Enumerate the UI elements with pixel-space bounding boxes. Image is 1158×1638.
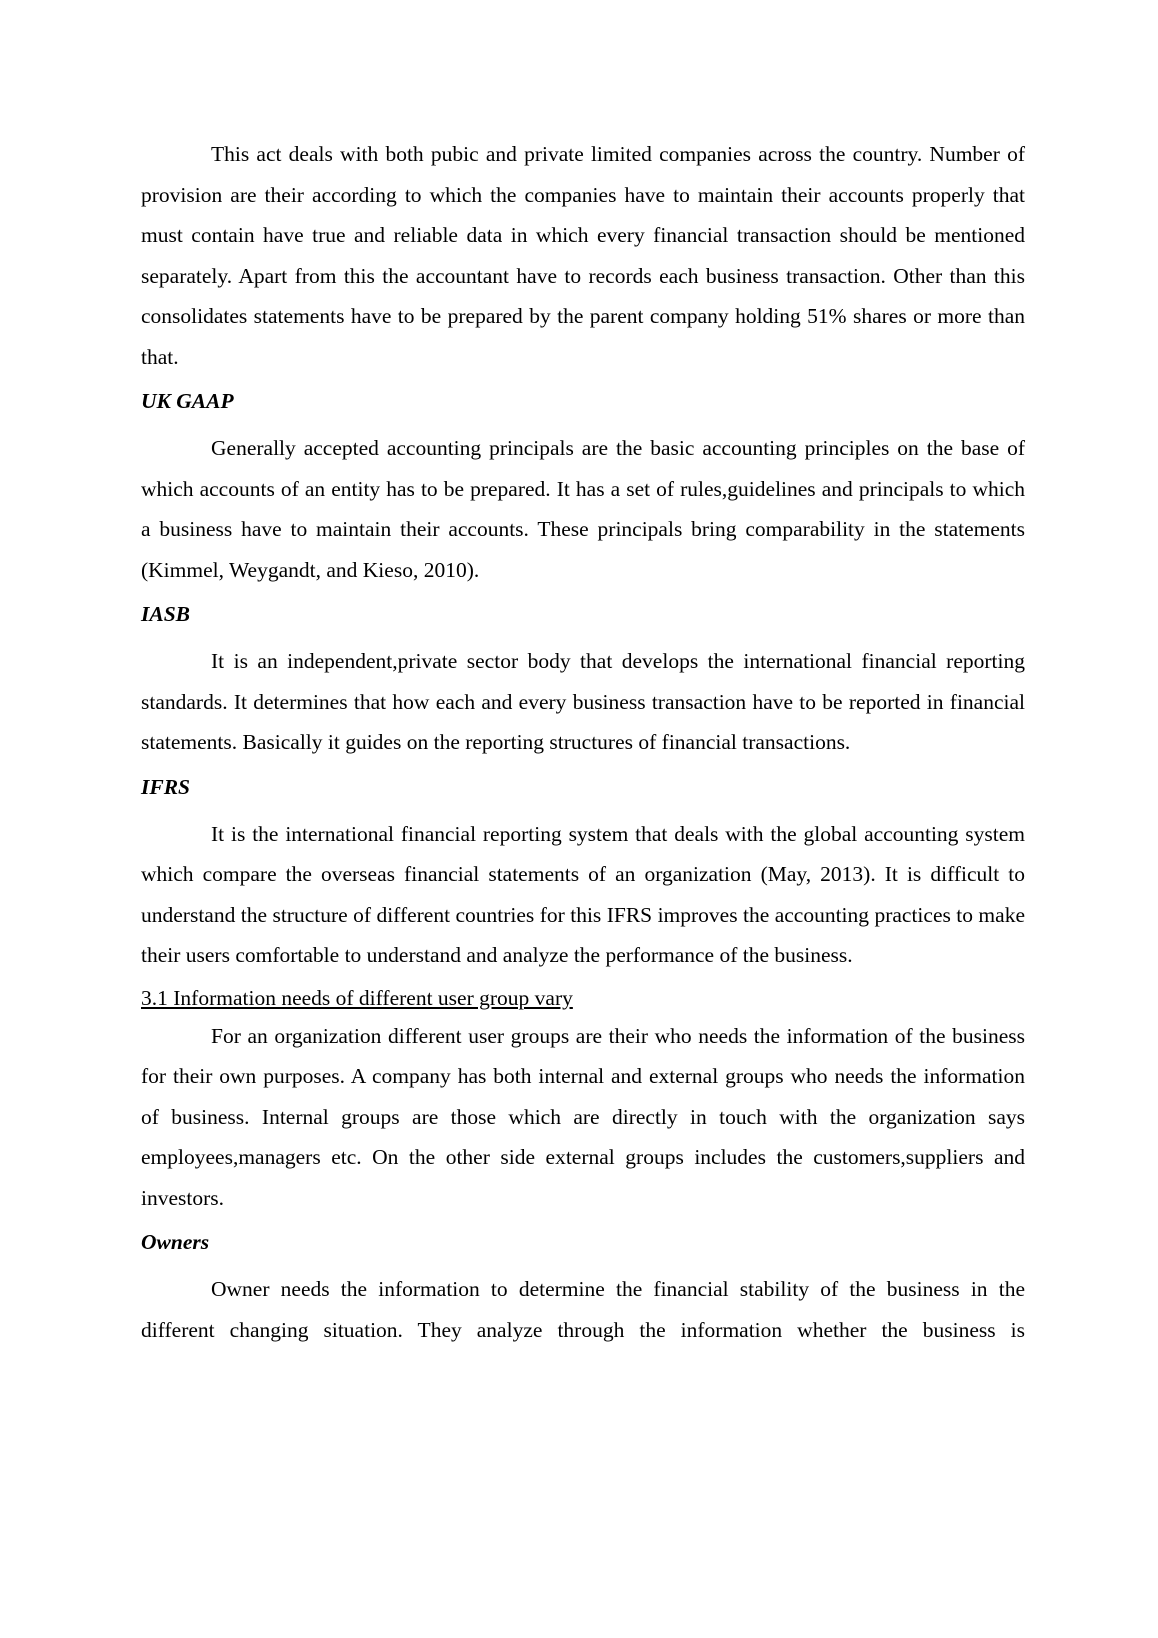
paragraph-user-groups: For an organization different user groups are their who needs the information of the business for their own purposes. A company has both internal and external groups who needs the information of business. Internal groups are those which are directly in touch with the organization says employees,managers etc. On the other side external groups includes the customers,suppliers and investors. [141,1023,1025,1210]
heading-uk-gaap: UK GAAP [141,389,234,413]
paragraph-owners: Owner needs the information to determine the financial stability of the business in the different changing situation. They analyze through the information whether the business is [141,1277,1025,1342]
heading-owners: Owners [141,1230,210,1254]
heading-ifrs: IFRS [141,774,191,799]
heading-iasb: IASB [141,602,191,626]
paragraph-iasb: It is an independent,private sector body that develops the international financial reporting standards. It determines that how each and every business transaction have to be reported in financial statements. Basically it guides on the reporting structures of financial transactions. [141,649,1025,754]
document-page [141,134,1025,1350]
section-heading-3-1: 3.1 Information needs of different user group vary [141,985,573,1010]
paragraph-companies-act: This act deals with both pubic and private limited companies across the country. Number of provision are their according to which the companies have to maintain their accounts properly that must contain have true and reliable data in which every financial transaction should be mentioned separately. Apart from this the accountant have to records each business transaction. Other than this consolidates statements have to be prepared by the parent company holding 51% shares or more than that. [141,142,1025,369]
paragraph-ifrs: It is the international financial reporting system that deals with the global accounting system which compare the overseas financial statements of an organization (May, 2013). It is difficult to understand the structure of different countries for this IFRS improves the accounting practices to make their users comfortable to understand and analyze the performance of the business. [141,821,1025,967]
paragraph-uk-gaap: Generally accepted accounting principals are the basic accounting principles on the base of which accounts of an entity has to be prepared. It has a set of rules,guidelines and principals to which a business have to maintain their accounts. These principals bring comparability in the statements (Kimmel, Weygandt, and Kieso, 2010). [141,436,1025,582]
